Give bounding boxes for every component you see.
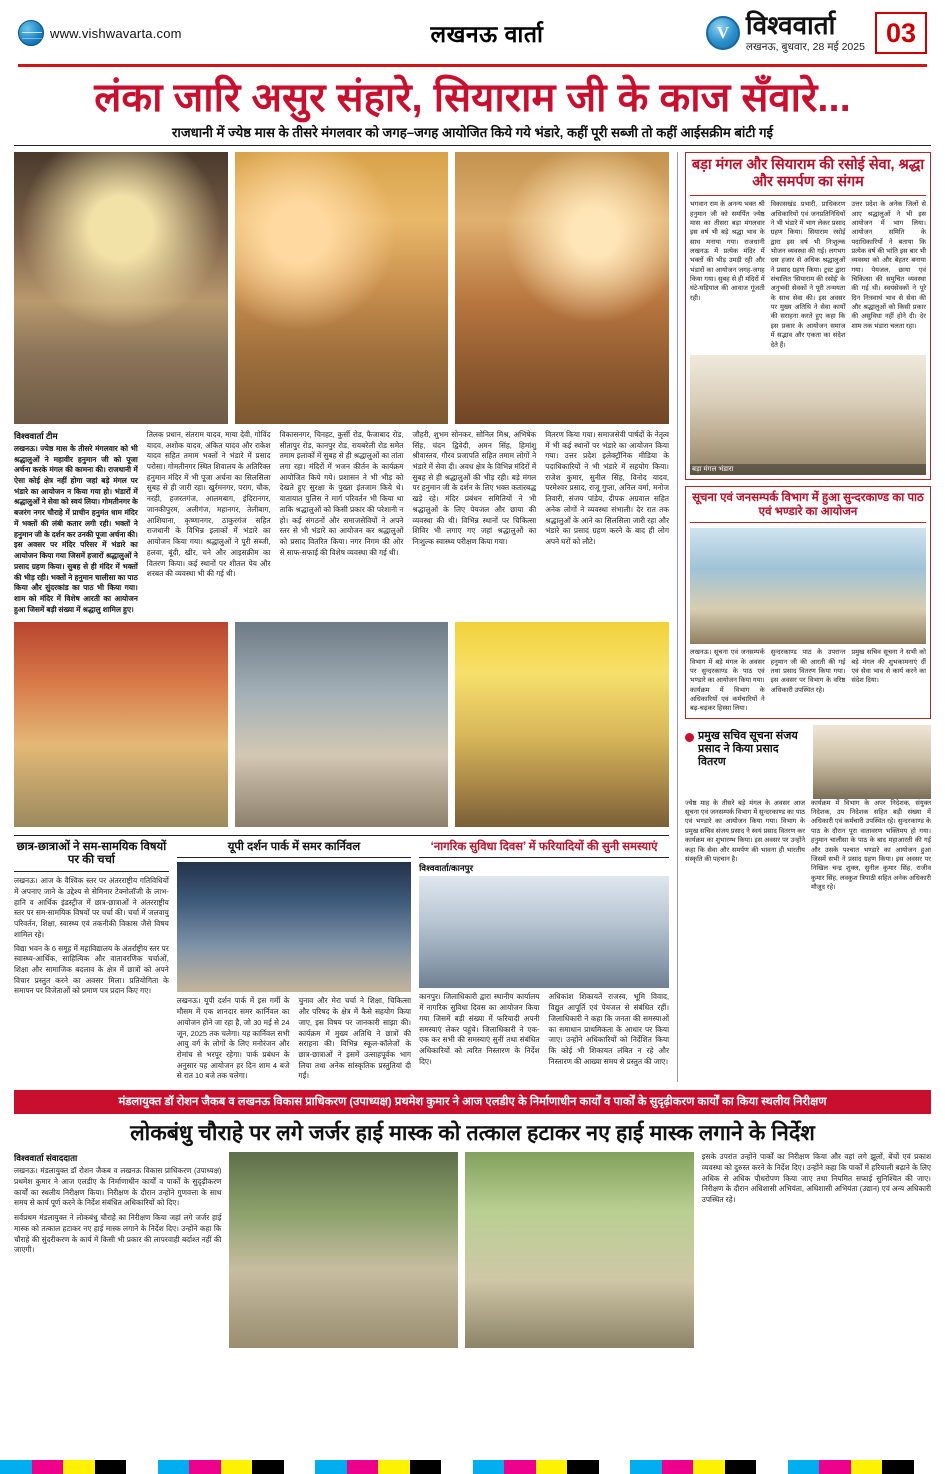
story-citizen-day-text-2: अधिकांश शिकायतें राजस्व, भूमि विवाद, विद्युत आपूर्ति एवं पेयजल से संबंधित रहीं। जिलाधिकारी ने कहा कि जनता की समस्याओं का समाधान प्राथमिकता के आधार पर किया जाए। उन्होंने अधिकारियों को निर्देशित किया कि कोई भी शिकायत लंबित न रहे और निस्तारण की आख्या समय से प्रस्तुत की जाए। bbox=[548, 992, 670, 1066]
panel-sundarkand-text-2: सुन्दरकाण्ड पाठ के उपरान्त हनुमान जी की आरती की गई तथा प्रसाद वितरण किया गया। इस अवसर पर विभाग के वरिष्ठ अधिकारी उपस्थित रहे। bbox=[770, 649, 846, 694]
bottom-photos bbox=[229, 1152, 693, 1348]
panel-siyaram-body bbox=[690, 200, 926, 350]
bottom-headline: लोकबंधु चौराहे पर लगे जर्जर हाई मास्क को तत्काल हटाकर नए हाई मास्क लगाने के निर्देश bbox=[130, 1121, 815, 1146]
story-students bbox=[14, 841, 169, 1083]
panel-secretary-bullet bbox=[685, 730, 808, 770]
story-citizen-day-headline: ‘नागरिक सुविधा दिवस’ में फरियादियों की सुनी समस्याएं bbox=[419, 841, 669, 859]
lead-byline: विश्ववार्ता टीम bbox=[14, 430, 58, 441]
photo-citizen-day-meeting bbox=[419, 876, 669, 988]
story-students-headline: छात्र-छात्राओं ने सम-सामयिक विषयों पर की चर्चा bbox=[14, 841, 169, 873]
main-content bbox=[14, 152, 931, 1082]
inspection-banner: मंडलायुक्त डॉ रोशन जैकब व लखनऊ विकास प्राधिकरण (उपाध्यक्ष) प्रथमेश कुमार ने आज एलडीए के निर्माणाधीन कार्यों व पार्कों के सुदृढ़ीकरण कार्यों का किया स्थलीय निरीक्षण bbox=[14, 1090, 931, 1114]
bottom-byline: विश्ववार्ता संवाददाता bbox=[14, 1153, 78, 1164]
logo-mark-icon: V bbox=[706, 16, 740, 50]
photo-bhandara-queue bbox=[690, 355, 926, 475]
lead-subhead: राजधानी में ज्येष्ठ मास के तीसरे मंगलवार को जगह–जगह आयोजित किये गये भंडारे, कहीं पूरी सब्जी तो कहीं आईसक्रीम बांटी गई bbox=[14, 123, 931, 146]
panel-secretary-headline: प्रमुख सचिव सूचना संजय प्रसाद ने किया प्रसाद वितरण bbox=[698, 729, 798, 769]
globe-icon bbox=[18, 20, 44, 46]
story-citizen-day-byline: विश्ववार्ता/कानपुर bbox=[419, 863, 474, 874]
panel-sundarkand-body bbox=[690, 648, 926, 714]
website-url[interactable]: www.vishwavarta.com bbox=[50, 25, 182, 41]
body-col-5 bbox=[545, 430, 669, 616]
photo-carnival-group bbox=[177, 862, 411, 992]
photo-site-inspection-1 bbox=[229, 1152, 458, 1348]
story-citizen-day bbox=[419, 841, 669, 1083]
edition-title: लखनऊ वार्ता bbox=[430, 21, 544, 47]
left-column bbox=[14, 152, 669, 1082]
body-col-1 bbox=[14, 430, 138, 616]
story-carnival-body bbox=[177, 996, 411, 1082]
photo-pandal-gathering bbox=[455, 622, 669, 827]
bottom-text-3: इसके उपरांत उन्होंने पार्कों का निरीक्षण किया और वहां लगे झूलों, बेंचों एवं प्रकाश व्यवस्था को दुरुस्त करने के निर्देश दिए। उन्होंने कहा कि पार्कों में हरियाली बढ़ाने के लिए अधिक से अधिक पौधरोपण किया जाए तथा नियमित सफाई सुनिश्चित की जाए। निरीक्षण के दौरान अधिशासी अभियंता, अधिशासी अभियंता (उद्यान) एवं अन्य अधिकारी उपस्थित रहे। bbox=[701, 1152, 931, 1205]
photo-bhandara-caption: बड़ा मंगल भंडारा bbox=[690, 464, 926, 475]
photo-secretary-distribution bbox=[813, 725, 931, 799]
story-carnival-headline: यूपी दर्शन पार्क में समर कार्निवल bbox=[177, 841, 411, 859]
panel-siyaram-kitchen bbox=[685, 152, 931, 480]
panel-sundarkand-text-1: लखनऊ। सूचना एवं जनसम्पर्क विभाग में बड़े मंगल के अवसर पर सुन्दरकाण्ड के पाठ एवं भण्डारे का आयोजन किया गया। कार्यक्रम में विभाग के अधिकारियों एवं कर्मचारियों ने बढ़-चढ़कर हिस्सा लिया। bbox=[690, 649, 765, 713]
body-col-2 bbox=[147, 430, 271, 616]
page-number: 03 bbox=[875, 12, 927, 54]
panel-siyaram-headline: बड़ा मंगल और सियाराम की रसोई सेवा, श्रद्धा और समर्पण का संगम bbox=[690, 157, 926, 196]
story-carnival-text-1: लखनऊ। यूपी दर्शन पार्क में इस गर्मी के मौसम में एक शानदार समर कार्निवल का आयोजन होने जा रहा है, जो 30 मई से 24 जून, 2025 तक चलेगा। यह कार्निवल सभी आयु वर्ग के लोगों के लिए मनोरंजन और रोमांच से भरपूर रहेगा। पार्क प्रबंधन के अनुसार यह आयोजन हर दिन शाम 4 बजे से रात 10 बजे तक चलेगा। bbox=[176, 996, 290, 1081]
lead-body-top bbox=[14, 430, 669, 616]
panel-secretary-body bbox=[685, 799, 931, 893]
photo-street-serving bbox=[235, 622, 449, 827]
masthead-rule bbox=[18, 64, 927, 67]
bottom-text-right bbox=[702, 1152, 931, 1348]
photo-row-2 bbox=[14, 622, 669, 827]
bottom-text-1: लखनऊ। मंडलायुक्त डॉ रोशन जैकब व लखनऊ विकास प्राधिकरण (उपाध्यक्ष) प्रथमेश कुमार ने आज एलडीए के निर्माणाधीन कार्यों व पार्कों के सुदृढ़ीकरण कार्यों का स्थलीय निरीक्षण किया। निरीक्षण के दौरान उन्होंने गुणवत्ता के साथ समय से कार्य पूर्ण करने के निर्देश संबंधित अधिकारियों को दिए। bbox=[14, 1166, 222, 1208]
photo-temple-deity bbox=[14, 152, 228, 424]
masthead-left bbox=[18, 20, 268, 46]
panel-sundarkand-headline: सूचना एवं जनसम्पर्क विभाग में हुआ सुन्दरकाण्ड का पाठ एवं भण्डारे का आयोजन bbox=[690, 491, 926, 523]
body-col-4 bbox=[412, 430, 536, 616]
bottom-text-left bbox=[14, 1152, 221, 1348]
story-citizen-day-body bbox=[419, 992, 669, 1067]
photo-prasad-distribution-2 bbox=[455, 152, 669, 424]
lead-text-1: लखनऊ। ज्येष्ठ मास के तीसरे मंगलवार को भी श्रद्धालुओं ने महावीर हनुमान जी को पूजा अर्चना करके मंगल की कामना की। राजधानी में ऐसा कोई क्षेत्र नहीं होगा जहां बड़े मंगल पर भंडारे का आयोजन न किया गया हो। भंडारों में श्रद्धालुओं ने सेवा को स्वयं लिया। गोमतीनगर के बजरंग नगर चौराहे में प्राचीन हनुमंत धाम मंदिर में भक्तों की लंबी कतार लगी रही। भक्तों ने हनुमान जी के दर्शन कर उनकी पूजा अर्चना की। इस अवसर पर मंदिर परिसर में भंडारे का आयोजन किया गया जिसमें हजारों श्रद्धालुओं ने प्रसाद ग्रहण किया। सुबह से ही मंदिर में भक्तों की भीड़ रही। भक्तों ने हनुमान चालीसा का पाठ किया और सुंदरकांड का पाठ भी किया गया। शाम को मंदिर में विशेष आरती का आयोजन हुआ जिसमें बड़ी संख्या में श्रद्धालु शामिल हुए। bbox=[14, 443, 138, 614]
brand-dateline: लखनऊ, बुधवार, 28 मई 2025 bbox=[745, 41, 865, 53]
masthead-right bbox=[706, 12, 927, 54]
story-students-text-1: लखनऊ। आज के वैश्विक स्तर पर अंतरराष्ट्रीय गतिविधियों में अपनाए जाने के उद्देश्य से सेमिनार टेक्नोलॉजी के लाभ-हानि व आर्थिक इंडस्ट्रीज में छात्र-छात्राओं ने अंतरराष्ट्रीय स्तर पर सम-सामयिक विषयों पर चर्चा की। चर्चा में जलवायु परिवर्तन, शिक्षा, स्वास्थ्य एवं तकनीकी विकास जैसे विषय शामिल रहे। bbox=[14, 876, 169, 939]
story-carnival bbox=[177, 841, 411, 1083]
panel-secretary bbox=[685, 725, 931, 893]
right-column bbox=[677, 152, 931, 1082]
panel-secretary-text-2: कार्यक्रम में विभाग के अपर निदेशक, संयुक्त निदेशक, उप निदेशक सहित बड़ी संख्या में अधिकारी एवं कर्मचारी उपस्थित रहे। सुन्दरकाण्ड के पाठ के दौरान पूरा वातावरण भक्तिमय हो गया। हनुमान चालीसा के पाठ के बाद महाआरती की गई और उसके पश्चात भण्डारे का आयोजन हुआ जिसमें सभी ने प्रसाद ग्रहण किया। इस अवसर पर निखिल चन्द्र शुक्ल, सुनील कुमार सिंह, राजीव कुमार सिंह, लवकुश त्रिपाठी सहित अनेक अधिकारी मौजूद रहे। bbox=[811, 799, 931, 891]
panel-sundarkand bbox=[685, 486, 931, 719]
brand-name: विश्ववार्ता bbox=[745, 10, 836, 40]
panel-sundarkand-text-3: प्रमुख सचिव सूचना ने सभी को बड़े मंगल की शुभकामनाएं दीं एवं सेवा भाव से कार्य करने का संदेश दिया। bbox=[851, 649, 927, 685]
bottom-text-2: सर्वप्रथम मंडलायुक्त ने लोकबंधु चौराहे का निरीक्षण किया जहां लगे जर्जर हाई मास्क को तत्काल हटाकर नए हाई मास्क लगाने के निर्देश दिए। उन्होंने कहा कि चौराहे की सुंदरीकरण के कार्य में किसी भी प्रकार की लापरवाही बर्दाश्त नहीं की जाएगी। bbox=[14, 1213, 222, 1255]
lead-text-4: जौहरी, शुभम सोनकर, सोनिल मिश्र, अभिषेक सिंह, चंदन द्विवेदी, अमन सिंह, हिमांशु श्रीवास्तव, गौरव प्रजापति सहित तमाम लोगों ने भंडारे में सेवा दी। अवध क्षेत्र के विभिन्न मंदिरों में सुबह से ही श्रद्धालुओं की भीड़ रही। बड़े मंगल पर हनुमान जी के दर्शन के लिए भक्त कतारबद्ध खड़े रहे। मंदिर प्रबंधन समितियों ने भी श्रद्धालुओं के लिए पेयजल और छाया की व्यवस्था की थी। विभिन्न स्थानों पर चिकित्सा शिविर भी लगाए गए जहां श्रद्धालुओं का निःशुल्क स्वास्थ्य परीक्षण किया गया। bbox=[412, 429, 537, 547]
bullet-dot-icon bbox=[685, 733, 694, 742]
bottom-story bbox=[14, 1152, 931, 1348]
panel-siyaram-text-3: उत्तर प्रदेश के अनेक जिलों से आए श्रद्धालुओं ने भी इस आयोजन में भाग लिया। आयोजन समिति के पदाधिकारियों ने बताया कि प्रत्येक वर्ष की भांति इस बार भी व्यवस्था को और बेहतर बनाया गया। पेयजल, छाया एवं चिकित्सा की समुचित व्यवस्था की गई थी। स्वयंसेवकों ने पूरे दिन निःस्वार्थ भाव से सेवा की और श्रद्धालुओं को किसी प्रकार की असुविधा नहीं होने दी। देर शाम तक भंडारा चलता रहा। bbox=[851, 201, 927, 330]
story-citizen-day-text-1: कानपुर। जिलाधिकारी द्वारा स्थानीय कार्यालय में नागरिक सुविधा दिवस का आयोजन किया गया जिसमें बड़ी संख्या में फरियादी अपनी समस्याएं लेकर पहुंचे। जिलाधिकारी ने एक-एक कर सभी की समस्याएं सुनीं तथा संबंधित अधिकारियों को त्वरित निस्तारण के निर्देश दिए। bbox=[419, 992, 540, 1066]
panel-siyaram-text-1: भगवान राम के अनन्य भक्त श्री हनुमान जी को समर्पित ज्येष्ठ मास का तीसरा बड़ा मंगलवार इस वर्ष भी बड़े श्रद्धा भाव के साथ मनाया गया। राजधानी लखनऊ में प्रत्येक मंदिर में भक्तों की भीड़ उमड़ी रही और भंडारों का आयोजन जगह-जगह किया गया। सुबह से ही मंदिरों में घंटे-घड़ियाल की आवाज गूंजती रही। bbox=[690, 201, 765, 302]
lead-text-3: विकासनगर, चिनहट, कुर्सी रोड, फैजाबाद रोड, सीतापुर रोड, कानपुर रोड, रायबरेली रोड समेत तमाम इलाकों में सुबह से ही श्रद्धालुओं का तांता लगा रहा। मंदिरों में भजन कीर्तन के कार्यक्रम आयोजित किये गये। प्रशासन ने भी भीड़ को देखते हुए सुरक्षा के पुख्ता इंतजाम किये थे। यातायात पुलिस ने मार्ग परिवर्तन भी किया था ताकि श्रद्धालुओं को किसी प्रकार की परेशानी न हो। कई संगठनों और समाजसेवियों ने अपने स्तर से भी भंडारे का आयोजन कर श्रद्धालुओं को प्रसाद वितरित किया। नगर निगम की ओर से साफ-सफाई की विशेष व्यवस्था की गई थी। bbox=[279, 429, 404, 557]
print-registration-colorbar bbox=[0, 1460, 945, 1474]
lead-text-5: वितरण किया गया। समाजसेवी पार्षदों के नेतृत्व में भी कई स्थानों पर भंडारे का आयोजन किया गया। उत्तर प्रदेश इलेक्ट्रॉनिक मीडिया के पदाधिकारियों ने भी भंडारे में सहयोग किया। राजेश कुमार, सुनील सिंह, विनोद यादव, परमेश्वर प्रसाद, राजू गुप्ता, अनिल वर्मा, मनोज तिवारी, संजय पांडेय, दीपक अग्रवाल सहित अनेक लोगों ने व्यवस्था संभाली। देर रात तक श्रद्धालुओं के आने का सिलसिला जारी रहा और भंडारे का प्रसाद ग्रहण करने के बाद ही लोग अपने घरों को लौटे। bbox=[545, 429, 669, 547]
secondary-stories bbox=[14, 835, 669, 1083]
photo-sundarkand-event bbox=[690, 528, 926, 644]
lead-text-2: तिलक प्रधान, संतराम यादव, माया देवी, गोविंद यादव, अशोक यादव, अंकित यादव और राकेश यादव सहित तमाम भक्तों ने भंडारे में प्रसाद परोसा। गोमतीनगर स्थित शिवालय के अतिरिक्त हनुमान मंदिर में भी पूजा अर्चना का सिलसिला सुबह से ही जारी रहा। खुर्रमनगर, पराग, चौक, नरही, हजरतगंज, आलमबाग, इंदिरानगर, जानकीपुरम, अलीगंज, महानगर, तेलीबाग, आशियाना, कृष्णानगर, ठाकुरगंज सहित राजधानी के विभिन्न इलाकों में भंडारे का आयोजन किया गया। श्रद्धालुओं ने पूरी सब्जी, हलवा, बूंदी, खीर, चने और आइसक्रीम का वितरण किया। कई स्थानों पर शीतल पेय और शरबत की व्यवस्था भी की गई थी। bbox=[146, 429, 271, 579]
photo-site-inspection-2 bbox=[465, 1152, 694, 1348]
panel-secretary-text-1: ज्येष्ठ माह के तीसरे बड़े मंगल के अवसर आज सूचना एवं जनसम्पर्क विभाग में सुन्दरकाण्ड का पाठ एवं भण्डारे का आयोजन किया गया। विभाग के प्रमुख सचिव संजय प्रसाद ने स्वयं प्रसाद वितरण कर कार्यक्रम का शुभारम्भ किया। इस अवसर पर उन्होंने कहा कि सेवा और समर्पण की भावना ही भारतीय संस्कृति की पहचान है। bbox=[685, 799, 805, 863]
photo-prasad-distribution-1 bbox=[235, 152, 449, 424]
photo-row-1 bbox=[14, 152, 669, 424]
story-students-text-2: विद्या भवन के 6 समूह में महाविद्यालय के अंतर्राष्ट्रीय स्तर पर स्वास्थ्य-आर्थिक, साहित्यिक और वातावरणिक चर्चाओं, शिक्षा और सामाजिक बदलाव के क्षेत्र में छात्रों को अपने विचार प्रस्तुत करने का अवसर मिला। प्रतियोगिता के समापन पर विजेताओं को प्रमाण पत्र प्रदान किए गए। bbox=[14, 943, 169, 996]
story-carnival-text-2: चुनाव और मेरा चर्चा ने शिक्षा, चिकित्सा और परिषद के क्षेत्र में कैसे सहयोग किया जाए, इस विषय पर जानकारी साझा की। कार्यक्रम में मुख्य अतिथि ने छात्रों की सराहना की। विभिन्न स्कूल-कॉलेजों के छात्र-छात्राओं ने इसमें उत्साहपूर्वक भाग लिया तथा अनेक सांस्कृतिक प्रस्तुतियां दी गईं। bbox=[298, 996, 412, 1081]
photo-women-bhandara bbox=[14, 622, 228, 827]
masthead bbox=[14, 0, 931, 62]
body-col-3 bbox=[280, 430, 404, 616]
publication-logo bbox=[706, 12, 865, 54]
masthead-center bbox=[268, 17, 706, 49]
panel-siyaram-text-2: विकासखंड प्रभारी, प्राधिकरण अधिकारियों एवं जनप्रतिनिधियों ने भी भंडारे में भाग लेकर प्रसाद ग्रहण किया। सियाराम रसोई द्वारा इस वर्ष भी निःशुल्क भोजन व्यवस्था की गई। लगभग दस हजार से अधिक श्रद्धालुओं ने प्रसाद ग्रहण किया। ट्रस्ट द्वारा संचालित 'सियाराम की रसोई' के अनुभवी सेवकों ने पूरी तन्मयता के साथ सेवा की। इस अवसर पर मुख्य अतिथि ने सेवा कार्यों की सराहना करते हुए कहा कि इस प्रकार के आयोजन समाज में सद्भाव और एकता का संदेश देते हैं। bbox=[770, 201, 846, 349]
lead-headline: लंका जारि असुर संहारे, सियाराम जी के काज सँवारे... bbox=[94, 76, 851, 120]
